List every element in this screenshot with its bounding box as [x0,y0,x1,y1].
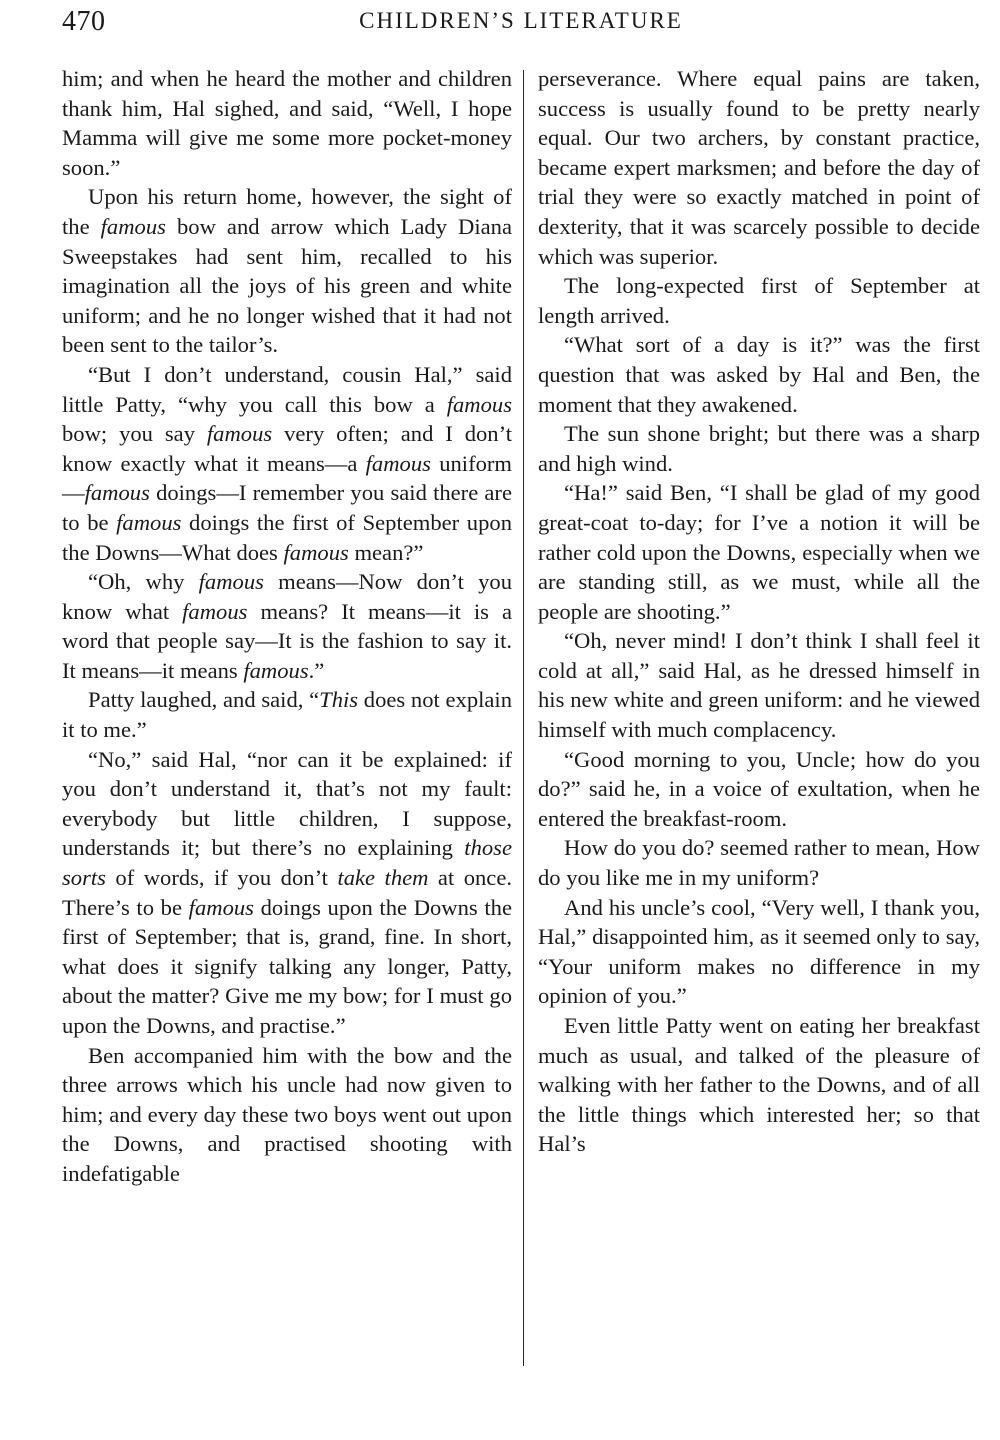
right-column [538,64,980,1159]
paragraph: Ben accompanied him with the bow and the three arrows which his uncle had now given to him; and every day these two boys went out upon the Downs, and practised shooting with indefatigable [62,1042,512,1186]
paragraph: “What sort of a day is it?” was the first question that was asked by Hal and Ben, the moment that they awakened. [538,332,980,417]
paragraph: “Oh, why famous means—Now don’t you know what famous means? It means—it is a word that people say—It is the fashion to say it. It means—it means famous.” [62,569,512,683]
paragraph: Even little Patty went on eating her breakfast much as usual, and talked of the pleasure of walking with her father to the Downs, and of all the little things which interested her; so that Hal’s [538,1013,980,1157]
column-divider [523,70,524,1366]
paragraph: “Oh, never mind! I don’t think I shall feel it cold at all,” said Hal, as he dressed himself in his new white and green uniform: and he viewed himself with much complacency. [538,628,980,743]
page-number: 470 [62,6,106,37]
paragraph: perseverance. Where equal pains are taken, success is usually found to be pretty nearly equal. Our two archers, by constant practice, became expert marksmen; and before the day of trial they were so exactly matched in point of dexterity, that it was scarcely possible to decide which was superior. [538,66,980,269]
paragraph: And his uncle’s cool, “Very well, I thank you, Hal,” disappointed him, as it seemed only to say, “Your uniform makes no difference in my opinion of you.” [538,894,980,1009]
paragraph: “Good morning to you, Uncle; how do you do?” said he, in a voice of exultation, when he entered the breakfast-room. [538,746,980,831]
left-column [62,64,512,1189]
paragraph: “Ha!” said Ben, “I shall be glad of my good great-coat to-day; for I’ve a notion it will be rather cold upon the Downs, especially when we are standing still, as we must, while all the people are shooting.” [538,480,980,624]
paragraph: him; and when he heard the mother and children thank him, Hal sighed, and said, “Well, I hope Mamma will give me some more pocket-money soon.” [62,66,512,180]
paragraph: The sun shone bright; but there was a sharp and high wind. [538,421,980,476]
paragraph: Patty laughed, and said, “This does not explain it to me.” [62,687,513,743]
paragraph: Upon his return home, however, the sight of the famous bow and arrow which Lady Diana Sweepstakes had sent him, recalled to his imagination all the joys of his green and white uniform; and he no longer wished that it had not been sent to the tailor’s. [62,184,512,358]
page-header [62,6,980,46]
paragraph: How do you do? seemed rather to mean, How do you like me in my uniform? [538,835,980,891]
paragraph: “But I don’t understand, cousin Hal,” said little Patty, “why you call this bow a famous bow; you say famous very often; and I don’t know exactly what it means—a famous uniform—famous doings—I remember you said there are to be famous doings the first of September upon the Downs—What does famous mean?” [62,361,512,565]
running-head: CHILDREN’S LITERATURE [359,8,683,33]
paragraph: The long-expected first of September at length arrived. [538,273,980,328]
paragraph: “No,” said Hal, “nor can it be explained: if you don’t understand it, that’s not my fault: everybody but little children, I suppose, understands it; but there’s no explaining those sorts of words, if you don’t take them at once. There’s to be famous doings upon the Downs the first of September; that is, grand, fine. In short, what does it signify talking any longer, Patty, about the matter? Give me my bow; for I must go upon the Downs, and practise.” [62,746,513,1038]
